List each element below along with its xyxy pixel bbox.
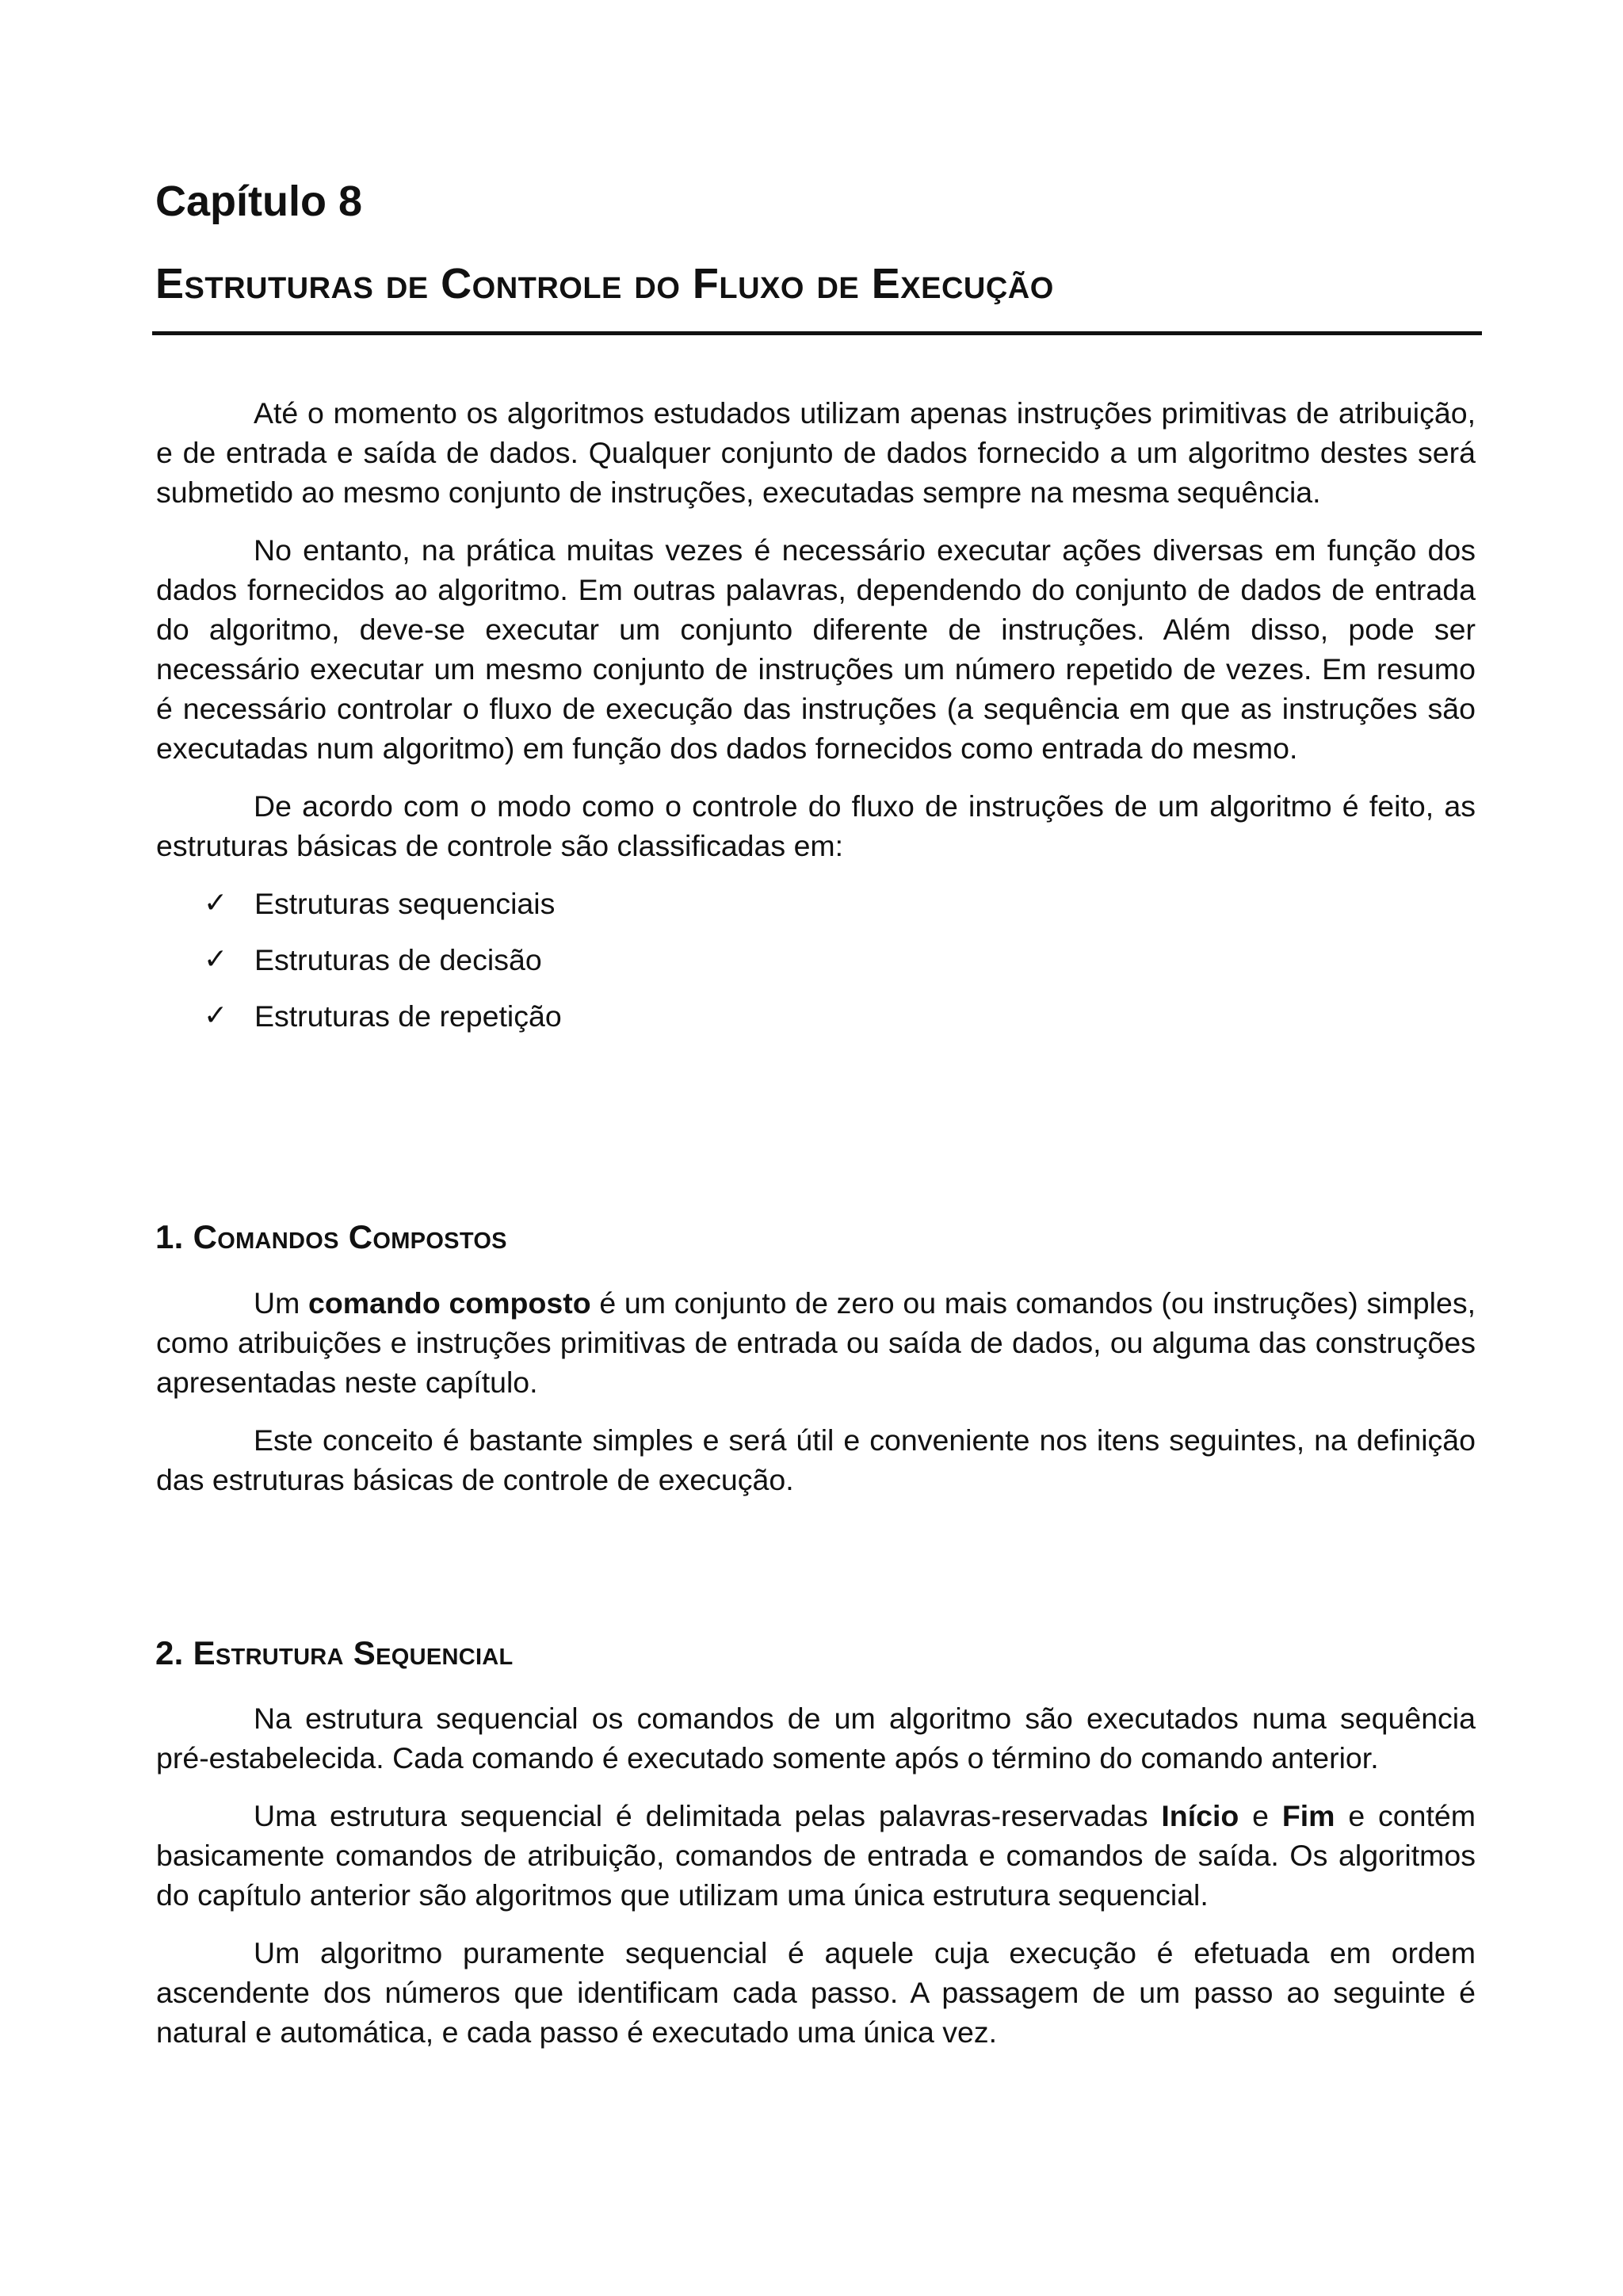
term-comando-composto: comando composto [308, 1286, 591, 1320]
list-item-label: Estruturas de repetição [254, 999, 562, 1033]
title-divider [152, 331, 1482, 335]
intro-paragraph-3: De acordo com o modo como o controle do fluxo de instruções de um algoritmo é feito, as estruturas básicas de controle são classificadas em: [156, 789, 1476, 862]
keyword-inicio: Início [1161, 1799, 1239, 1832]
check-mark-icon: ✓ [204, 999, 228, 1032]
intro-paragraph-2: No entanto, na prática muitas vezes é necessário executar ações diversas em função dos dados fornecidos ao algoritmo. Em outras palavras, dependendo do conjunto de dados de entrada do algoritmo, deve-se executar um conjunto diferente de instruções. Além disso, pode ser necessário executar um mesmo conjunto de instruções um número repetido de vezes. Em resumo é necessário controlar o fluxo de execução das instruções (a sequência em que as instruções são executadas num algoritmo) em função dos dados fornecidos como entrada do mesmo. [156, 533, 1476, 765]
check-mark-icon: ✓ [204, 887, 228, 919]
check-mark-icon: ✓ [204, 943, 228, 976]
list-item [156, 940, 1476, 980]
list-item [156, 996, 1476, 1036]
section-1-body [156, 1283, 1476, 1499]
section-2-paragraph-2: Uma estrutura sequencial é delimitada pelas palavras-reservadas Início e Fim e contém basicamente comandos de atribuição, comandos de entrada e comandos de saída. Os algoritmos do capítulo anterior são algoritmos que utilizam uma única estrutura sequencial. [156, 1799, 1476, 1912]
list-item-label: Estruturas sequenciais [254, 887, 556, 920]
section-1-paragraph-2: Este conceito é bastante simples e será útil e conveniente nos itens seguintes, na definição das estruturas básicas de controle de execução. [156, 1423, 1476, 1496]
chapter-title: Estruturas de Controle do Fluxo de Execução [155, 260, 1054, 308]
section-2-paragraph-1: Na estrutura sequencial os comandos de um algoritmo são executados numa sequência pré-estabelecida. Cada comando é executado somente após o término do comando anterior. [156, 1702, 1476, 1775]
section-1-title: 1. Comandos Compostos [155, 1218, 507, 1255]
list-item [156, 884, 1476, 923]
list-item-label: Estruturas de decisão [254, 943, 542, 976]
chapter-label: Capítulo 8 [155, 178, 363, 225]
section-2-paragraph-3: Um algoritmo puramente sequencial é aquele cuja execução é efetuada em ordem ascendente dos números que identificam cada passo. A passagem de um passo ao seguinte é natural e automática, e cada passo é executado uma única vez. [156, 1936, 1476, 2049]
intro-section [156, 393, 1476, 1052]
section-1-paragraph-1: Um comando composto é um conjunto de zero ou mais comandos (ou instruções) simples, como atribuições e instruções primitivas de entrada ou saída de dados, ou alguma das construções apresentadas neste capítulo. [156, 1286, 1476, 1399]
structure-types-list [156, 884, 1476, 1036]
section-2-body [156, 1698, 1476, 2052]
section-2-title: 2. Estrutura Sequencial [155, 1634, 514, 1671]
intro-paragraph-1: Até o momento os algoritmos estudados utilizam apenas instruções primitivas de atribuição, e de entrada e saída de dados. Qualquer conjunto de dados fornecido a um algoritmo destes será submetido ao mesmo conjunto de instruções, executadas sempre na mesma sequência. [156, 396, 1476, 509]
keyword-fim: Fim [1281, 1799, 1335, 1832]
